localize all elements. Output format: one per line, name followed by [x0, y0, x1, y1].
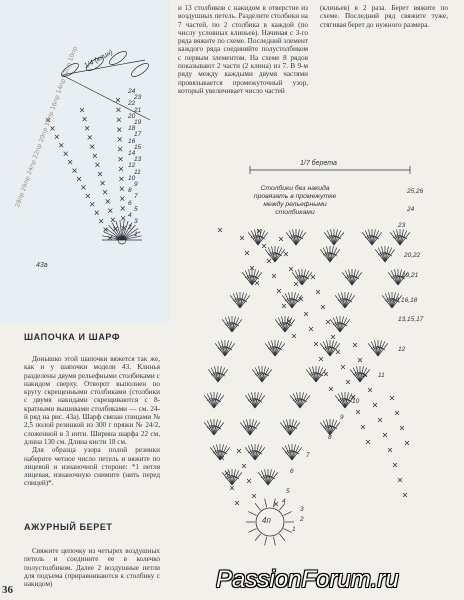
beret-row-number: 8 — [328, 434, 332, 441]
hat-row-number: 21 — [134, 106, 142, 114]
hat-row-number: 16 — [128, 137, 136, 145]
hat-row-number: 1 — [134, 230, 138, 238]
instructions-column-top-middle — [178, 4, 308, 95]
beret-fraction-label: 1/7 берета — [300, 160, 337, 167]
hat-row-number: 9 — [134, 181, 138, 188]
beret-row-number: 7 — [306, 452, 310, 459]
beret-row-number: 4 — [282, 498, 286, 505]
page-number: 36 — [2, 584, 13, 596]
instructions-column-top-right — [320, 4, 448, 29]
hat-row-number: 5 — [134, 205, 138, 213]
beret-row-number: 10 — [352, 398, 360, 405]
hat-row-number: 13 — [134, 156, 142, 164]
hat-row-number: 15 — [134, 143, 142, 151]
beret-heading: АЖУРНЫЙ БЕРЕТ — [24, 522, 113, 532]
beret-row-number: 2 — [300, 516, 304, 523]
hat-row-number: 6 — [128, 199, 132, 207]
hat-scarf-heading: ШАПОЧКА И ШАРФ — [24, 332, 121, 342]
hat-row-number: 8 — [128, 187, 132, 195]
beret-row-number: 25,26 — [407, 188, 424, 195]
hat-row-number: 18 — [128, 125, 136, 133]
beret-row-number: 19,21 — [402, 272, 419, 279]
beret-row-number: 3 — [300, 506, 304, 513]
instructions-paragraph: (клиньев) в 2 раза. Берет вяжите по схеме. Последний ряд свяжите туже, стягивая берет до нужного размера. — [320, 4, 448, 29]
hat-scarf-text — [24, 355, 160, 488]
beret-row-number: 20,22 — [404, 252, 421, 259]
hat-row-number: 4 — [128, 212, 132, 219]
hat-row-number: 23 — [134, 94, 142, 102]
chart-caption: Столбики без накида провязать в промежутке между рельефными столбиками — [253, 185, 337, 216]
hat-row-number: 17 — [134, 131, 142, 139]
beret-row-number: 12 — [398, 346, 406, 353]
beret-row-number: 24 — [407, 206, 415, 213]
beret-row-number: 13,15,17 — [398, 316, 424, 323]
hat-row-number: 24 — [128, 88, 136, 95]
beret-row-number: 14,16,18 — [392, 297, 418, 304]
hat-row-number: 22 — [128, 100, 136, 108]
beret-ruler — [250, 166, 410, 174]
beret-paragraph: Свяжите цепочку из четырех воздушных петель и соедините ее в колечко полустолбиком. Далее 2 воздушные петли для подъема (приравниваются к столбику с накидом) — [24, 547, 160, 589]
beret-row-number: 9 — [340, 414, 344, 421]
pencil-annotations: 28пр 26пр 24пр 22пр 20пр 18пр 16пр 14пр 12пр 10пр — [14, 45, 80, 209]
beret-center-label: 4п — [262, 516, 271, 525]
hat-row-number: 2 — [128, 224, 132, 232]
hat-row-number: 7 — [134, 193, 138, 201]
watermark-logo: PassionForum.ru — [216, 566, 399, 593]
hat-row-number: 14 — [128, 150, 136, 157]
instructions-paragraph: и 13 столбиков с накидом в отверстие из воздушных петель. Разделите столбики на 7 частей, по 2 столбика в каждой (по числу условных клиньев). Начиная с 3-го ряда вяжите по схеме. Последний элемент каждого ряда соединяйте полустолбиком с первым элементом. На схеме 8 рядов показывают 2 части (2 клина) из 7. В 9-м ряду между каждыми двумя частями провязывается промежуточный узор, который увеличивает число частей — [178, 4, 308, 95]
hat-scarf-pattern-paragraph: Для образца узора полой резинки наберите четное число петель и вяжите по лицевой и изнаночной стороне: *1 петля лицевая, изнаночную снимите (нить перед спицей)*. — [24, 446, 160, 488]
hat-row-number: 19 — [134, 119, 142, 126]
hat-row-number: 11 — [134, 168, 141, 176]
beret-text — [24, 547, 160, 588]
beret-chart-diagram — [204, 228, 410, 545]
beret-row-number: 5 — [286, 488, 290, 495]
hat-row-number: 20 — [128, 112, 136, 120]
beret-row-number: 1 — [292, 526, 296, 533]
beret-row-number: 6 — [290, 468, 294, 475]
hat-row-number: 10 — [128, 174, 136, 182]
hat-row-number: 12 — [128, 162, 136, 170]
beret-row-number: 11 — [378, 372, 385, 379]
beret-row-number: 23 — [398, 222, 406, 229]
hat-scarf-paragraph: Донышко этой шапочки вяжется так же, как и у шапочки модели 43. Клинья разделены двумя рельефными столбиками с накидом сверху. Отворот выполнен по кругу скрещенными столбиками (столбики с двумя накидами скрещиваются с 8-кратными вышивами столбиками — см. 24-й ряд на рис. 43а). Шарф связан спицами № 2,5 полой резинкой из 300 г пряжи № 24/2, сложенной в 3 нити. Ширина шарфа 22 см, длина 130 см. Длина кисти 18 см. — [24, 355, 160, 446]
figure-number: 43а — [36, 262, 48, 269]
wedge-fraction-label: 1/4 (клин) — [83, 49, 115, 70]
hat-row-number: 3 — [134, 218, 138, 226]
